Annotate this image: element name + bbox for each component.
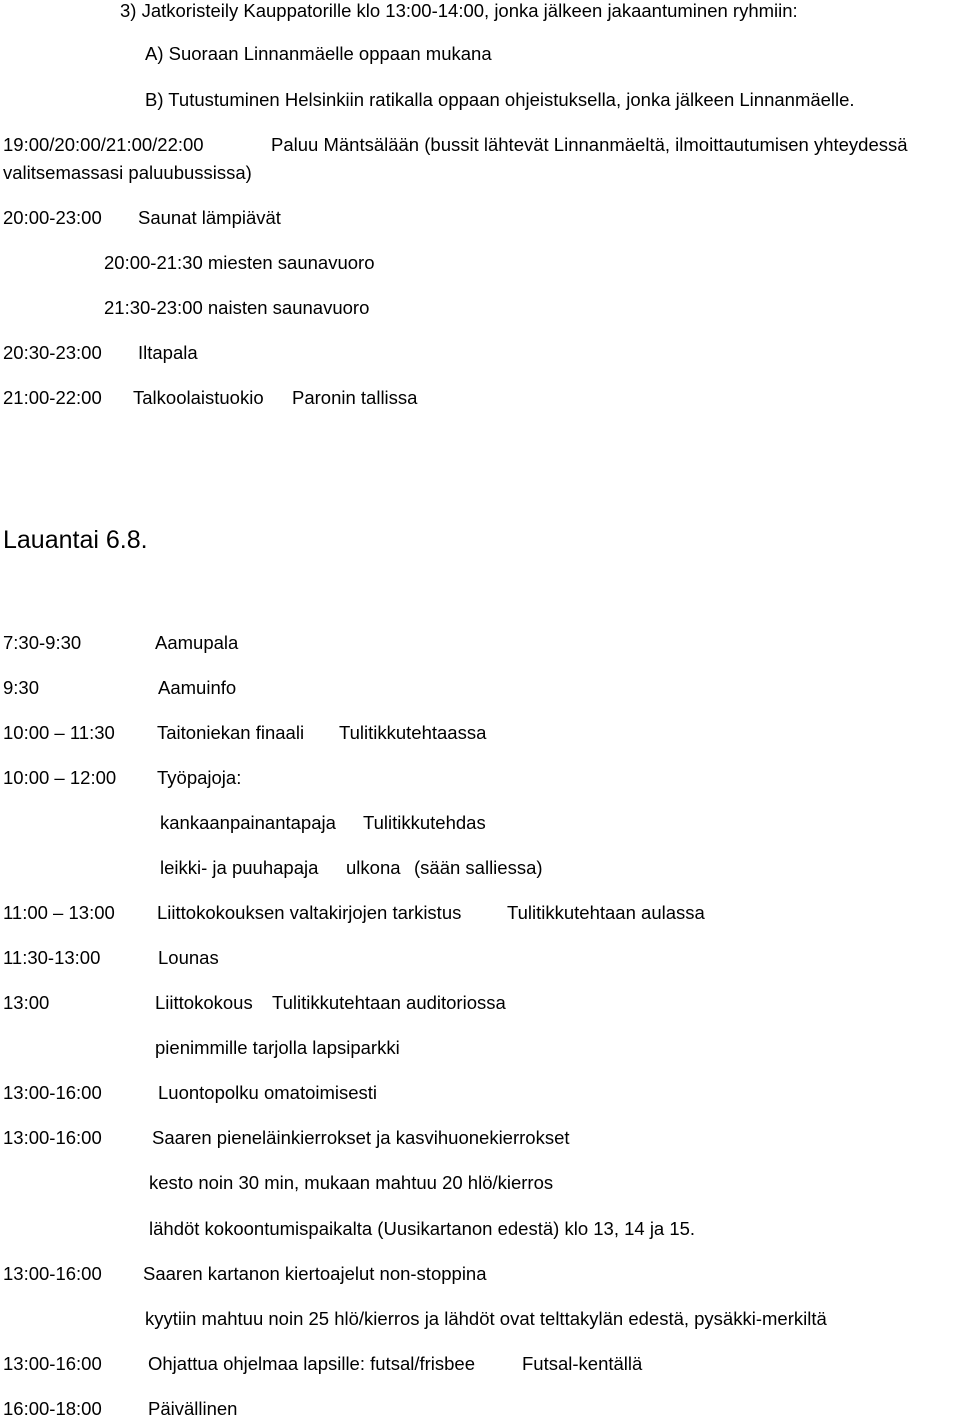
manortour-time: 13:00-16:00 bbox=[3, 1263, 102, 1284]
kids-time: 13:00-16:00 bbox=[3, 1353, 102, 1374]
volunteer-desc: Talkoolaistuokio bbox=[133, 387, 264, 408]
animaltour-desc: Saaren pieneläinkierrokset ja kasvihuonekierrokset bbox=[152, 1127, 570, 1148]
return-desc: Paluu Mäntsälään (bussit lähtevät Linnanmäeltä, ilmoittautumisen yhteydessä bbox=[271, 134, 908, 155]
lunch-time: 11:30-13:00 bbox=[3, 947, 101, 968]
final-time: 10:00 – 11:30 bbox=[3, 722, 115, 743]
meeting-place: Tulitikkutehtaan auditoriossa bbox=[272, 992, 506, 1013]
morninginfo-time: 9:30 bbox=[3, 677, 40, 698]
workshop2-name: leikki- ja puuhapaja bbox=[160, 857, 319, 878]
return-time: 19:00/20:00/21:00/22:00 bbox=[3, 134, 204, 155]
option-b-text: B) Tutustuminen Helsinkiin ratikalla oppaan ohjeistuksella, jonka jälkeen Linnanmäelle. bbox=[145, 89, 855, 110]
kids-place: Futsal-kentällä bbox=[522, 1353, 643, 1374]
credentials-place: Tulitikkutehtaan aulassa bbox=[507, 902, 705, 923]
credentials-time: 11:00 – 13:00 bbox=[3, 902, 115, 923]
naturepath-desc: Luontopolku omatoimisesti bbox=[158, 1082, 378, 1103]
workshops-desc: Työpajoja: bbox=[157, 767, 242, 788]
lunch-desc: Lounas bbox=[158, 947, 219, 968]
credentials-desc: Liittokokouksen valtakirjojen tarkistus bbox=[157, 902, 462, 923]
sauna-desc: Saunat lämpiävät bbox=[138, 207, 281, 228]
meeting-desc: Liittokokous bbox=[155, 992, 253, 1013]
sauna-time: 20:00-23:00 bbox=[3, 207, 102, 228]
workshop1-name: kankaanpainantapaja bbox=[160, 812, 336, 833]
dinner-desc: Päivällinen bbox=[148, 1398, 238, 1419]
morninginfo-desc: Aamuinfo bbox=[158, 677, 237, 698]
meeting-time: 13:00 bbox=[3, 992, 50, 1013]
volunteer-place: Paronin tallissa bbox=[292, 387, 418, 408]
final-desc: Taitoniekan finaali bbox=[157, 722, 305, 743]
option-a-text: A) Suoraan Linnanmäelle oppaan mukana bbox=[145, 43, 492, 64]
manortour-detail: kyytiin mahtuu noin 25 hlö/kierros ja lähdöt ovat telttakylän edestä, pysäkki-merkiltä bbox=[145, 1308, 827, 1329]
saturday-heading: Lauantai 6.8. bbox=[3, 526, 148, 554]
kids-desc: Ohjattua ohjelmaa lapsille: futsal/frisbee bbox=[148, 1353, 476, 1374]
meeting-note: pienimmille tarjolla lapsiparkki bbox=[155, 1037, 400, 1058]
manortour-desc: Saaren kartanon kiertoajelut non-stoppina bbox=[143, 1263, 487, 1284]
animaltour-time: 13:00-16:00 bbox=[3, 1127, 102, 1148]
item3-text: 3) Jatkoristeily Kauppatorille klo 13:00-14:00, jonka jälkeen jakaantuminen ryhmiin: bbox=[120, 0, 798, 21]
final-place: Tulitikkutehtaassa bbox=[339, 722, 487, 743]
animaltour-detail1: kesto noin 30 min, mukaan mahtuu 20 hlö/kierros bbox=[149, 1172, 554, 1193]
workshop1-place: Tulitikkutehdas bbox=[363, 812, 486, 833]
naturepath-time: 13:00-16:00 bbox=[3, 1082, 102, 1103]
sauna-women: 21:30-23:00 naisten saunavuoro bbox=[104, 297, 370, 318]
dinner-time: 16:00-18:00 bbox=[3, 1398, 102, 1419]
animaltour-detail2: lähdöt kokoontumispaikalta (Uusikartanon edestä) klo 13, 14 ja 15. bbox=[149, 1218, 696, 1239]
workshop2-place: ulkona bbox=[346, 857, 401, 878]
breakfast-time: 7:30-9:30 bbox=[3, 632, 82, 653]
sauna-men: 20:00-21:30 miesten saunavuoro bbox=[104, 252, 375, 273]
workshop2-note: (sään salliessa) bbox=[414, 857, 543, 878]
volunteer-time: 21:00-22:00 bbox=[3, 387, 102, 408]
snack-desc: Iltapala bbox=[138, 342, 198, 363]
workshops-time: 10:00 – 12:00 bbox=[3, 767, 117, 788]
snack-time: 20:30-23:00 bbox=[3, 342, 102, 363]
breakfast-desc: Aamupala bbox=[155, 632, 239, 653]
return-desc-cont: valitsemassasi paluubussissa) bbox=[3, 162, 252, 183]
